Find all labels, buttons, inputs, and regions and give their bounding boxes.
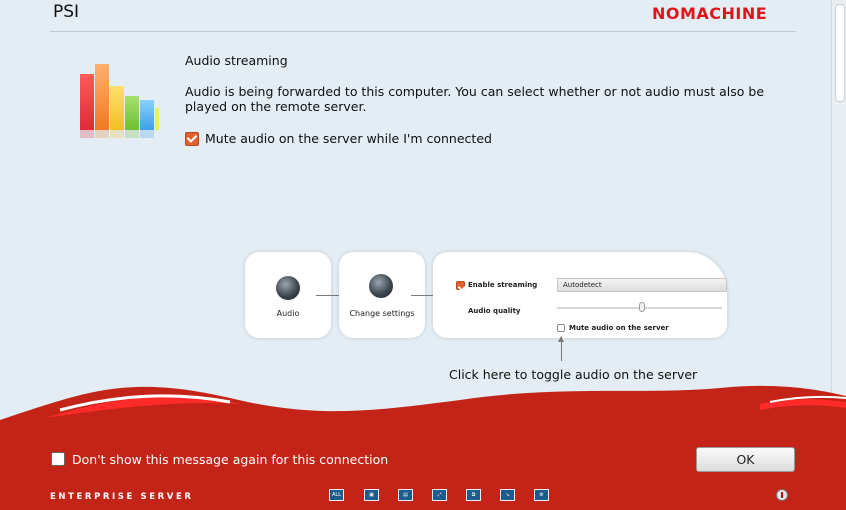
audio-bars-icon xyxy=(78,58,160,138)
pointer-arrow-icon xyxy=(561,337,562,361)
speaker-icon xyxy=(276,276,300,300)
edition-label: ENTERPRISE SERVER xyxy=(50,492,194,502)
mute-audio-label[interactable]: Mute audio on the server while I'm connected xyxy=(205,131,492,146)
power-icon[interactable] xyxy=(776,489,788,501)
window-title: PSI xyxy=(53,2,80,22)
quality-dropdown-preview xyxy=(557,278,727,292)
audio-quality-label: Audio quality xyxy=(468,307,521,315)
all-icon[interactable]: ALL xyxy=(329,489,344,501)
mute-audio-checkbox[interactable] xyxy=(185,132,199,146)
change-settings-label: Change settings xyxy=(349,309,415,318)
enable-streaming-label: Enable streaming xyxy=(468,281,538,289)
settings-gear-icon xyxy=(369,274,393,298)
dont-show-label[interactable]: Don't show this message again for this connection xyxy=(72,452,389,467)
dont-show-checkbox[interactable] xyxy=(51,452,65,466)
ok-button[interactable]: OK xyxy=(696,447,795,472)
mute-checkbox-preview xyxy=(557,324,565,332)
nomachine-logo: NOMACHINE xyxy=(652,4,768,23)
section-description: Audio is being forwarded to this computer. You can select whether or not audio must also be played on the remote server. xyxy=(185,84,765,114)
toggle-caption: Click here to toggle audio on the server xyxy=(449,367,698,382)
audio-step-label: Audio xyxy=(276,309,300,318)
settings-icon[interactable]: ⚙ xyxy=(534,489,549,501)
quality-value: Autodetect xyxy=(563,281,602,289)
display-icon[interactable]: ⧉ xyxy=(466,489,481,501)
enable-streaming-checkbox-preview xyxy=(456,281,465,290)
audio-settings-preview xyxy=(433,252,727,338)
input-icon[interactable]: ↘ xyxy=(500,489,515,501)
section-heading: Audio streaming xyxy=(185,53,288,68)
fullscreen-icon[interactable]: ⤢ xyxy=(432,489,447,501)
scrollbar[interactable] xyxy=(831,0,846,400)
fit-icon[interactable]: ▣ xyxy=(364,489,379,501)
header-divider xyxy=(50,31,796,32)
scale-icon[interactable]: ▤ xyxy=(398,489,413,501)
footer-wave-background xyxy=(0,380,846,510)
scrollbar-thumb[interactable] xyxy=(835,4,845,102)
quality-slider-knob xyxy=(639,302,645,312)
mute-preview-label: Mute audio on the server xyxy=(569,324,669,332)
